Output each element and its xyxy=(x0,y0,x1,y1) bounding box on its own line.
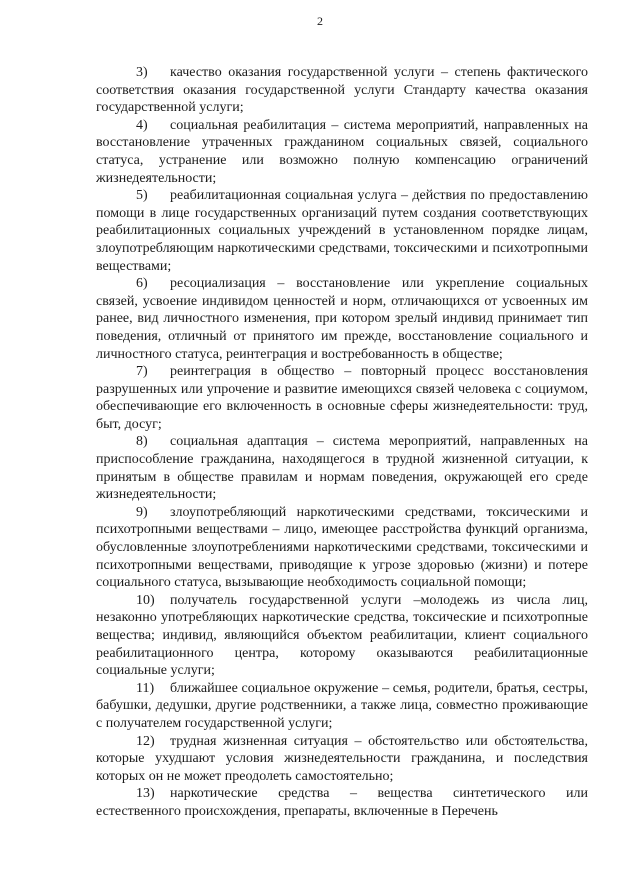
item-text: наркотические средства – вещества синтетического или естественного происхождения, препараты, включенные в Перечень xyxy=(96,786,588,819)
definition-item-8 xyxy=(96,433,588,503)
item-text: получатель государственной услуги –молодежь из числа лиц, незаконно употребляющих наркотические средства, токсические и психотропные вещества; индивид, являющийся объектом реабилитации, клиент социального реабилитационного центра, которому оказываются реабилитационные социальные услуги; xyxy=(96,592,588,679)
definition-item-10 xyxy=(96,592,588,680)
item-text: качество оказания государственной услуги – степень фактического соответствия оказания государственной услуги Стандарту качества оказания государственной услуги; xyxy=(96,65,588,116)
item-number: 4) xyxy=(136,117,148,133)
definition-item-12 xyxy=(96,733,588,786)
item-text: социальная реабилитация – система мероприятий, направленных на восстановление утраченных гражданином социальных связей, социального статуса, устранение или возможно полную компенсацию ограничений жизнедеятельности; xyxy=(96,117,588,186)
item-number: 12) xyxy=(136,733,155,749)
item-number: 9) xyxy=(136,504,148,520)
item-number: 10) xyxy=(136,592,155,608)
definition-item-3 xyxy=(96,64,588,117)
definitions-list xyxy=(96,64,588,821)
item-text: реабилитационная социальная услуга – действия по предоставлению помощи в лице государственных организаций путем создания соответствующих реабилитационных социальных учреждений в установленном порядке лицам, злоупотребляющим наркотическими средствами, токсическими и психотропными веществами; xyxy=(96,188,588,274)
definition-item-13 xyxy=(96,785,588,820)
item-number: 3) xyxy=(136,65,148,80)
item-number: 8) xyxy=(136,434,148,450)
item-number: 6) xyxy=(136,276,148,292)
item-number: 11) xyxy=(136,680,155,696)
page-number: 2 xyxy=(317,14,323,28)
item-text: ближайшее социальное окружение – семья, родители, братья, сестры, бабушки, дедушки, другие родственники, а также лица, совместно проживающие с получателем государственной услуги; xyxy=(96,680,588,731)
item-text: социальная адаптация – система мероприятий, направленных на приспособление гражданина, находящегося в трудной жизненной ситуации, к принятым в обществе правилам и нормам поведения, окружающей его среде жизнедеятельности; xyxy=(96,434,588,503)
definition-item-4 xyxy=(96,117,588,187)
definition-item-7 xyxy=(96,363,588,433)
definition-item-11 xyxy=(96,680,588,733)
item-number: 13) xyxy=(136,786,155,802)
item-text: ресоциализация – восстановление или укрепление социальных связей, усвоение индивидом ценностей и норм, отличающихся от усвоенных им ранее, вид личностного изменения, при котором зрелый индивид принимает тип поведения, отличный от принятого им прежде, восстановление социального и личностного статуса, реинтеграция и востребованность в обществе; xyxy=(96,276,588,362)
item-text: реинтеграция в общество – повторный процесс восстановления разрушенных или упрочение и развитие имеющихся связей человека с социумом, обеспечивающие его включенность в основные сферы жизнедеятельности: труд, быт, досуг; xyxy=(96,364,588,432)
definition-item-5 xyxy=(96,187,588,275)
item-text: злоупотребляющий наркотическими средствами, токсическими и психотропными веществами – лицо, имеющее расстройства функций организма, обусловленные злоупотреблениями наркотическими средствами, токсическими и психотропными веществами, приводящие к угрозе здоровью (жизни) и потере социального статуса, вызывающие необходимость социальной помощи; xyxy=(96,504,588,591)
definition-item-9 xyxy=(96,504,588,592)
item-number: 5) xyxy=(136,188,148,204)
item-text: трудная жизненная ситуация – обстоятельство или обстоятельства, которые ухудшают условия жизнедеятельности гражданина, и последствия которых он не может преодолеть самостоятельно; xyxy=(96,733,588,784)
item-number: 7) xyxy=(136,364,148,380)
definition-item-6 xyxy=(96,275,588,363)
